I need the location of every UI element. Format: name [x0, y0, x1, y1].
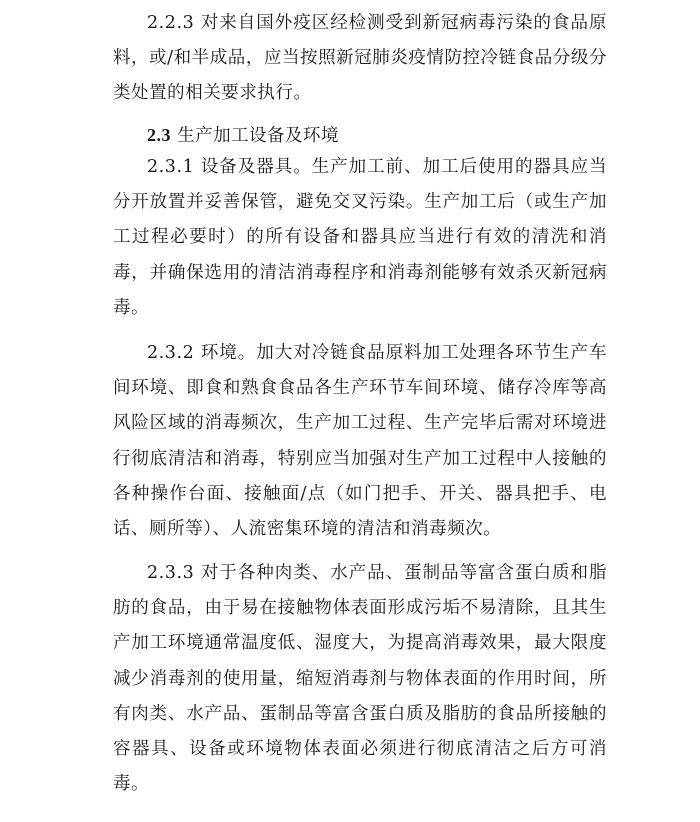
paragraph-2-3-2: 2.3.2 环境。加大对冷链食品原料加工处理各环节生产车间环境、即食和熟食食品各生产环节车间环境、储存冷库等高风险区域的消毒频次，生产加工过程、生产完毕后需对环境进行彻底清洁和消毒，特别应当加强对生产加工过程中人接触的各种操作台面、接触面/点（如门把手、开关、器具把手、电话、厕所等）、人流密集环境的清洁和消毒频次。	[113, 343, 607, 540]
section-title: 生产加工设备及环境	[171, 126, 340, 146]
section-number: 2.3	[147, 125, 171, 145]
paragraph-2-2-3: 2.2.3 对来自国外疫区经检测受到新冠病毒污染的食品原料，或/和半成品，应当按照新冠肺炎疫情防控冷链食品分级分类处置的相关要求执行。	[113, 13, 607, 104]
paragraph-2-3-1: 2.3.1 设备及器具。生产加工前、加工后使用的器具应当分开放置并妥善保管，避免交叉污染。生产加工后（或生产加工过程必要时）的所有设备和器具应当进行有效的清洗和消毒，并确保选用的清洁消毒程序和消毒剂能够有效杀灭新冠病毒。	[113, 157, 607, 318]
paragraph-2-3-3: 2.3.3 对于各种肉类、水产品、蛋制品等富含蛋白质和脂肪的食品，由于易在接触物体表面形成污垢不易清除，且其生产加工环境通常温度低、湿度大，为提高消毒效果，最大限度减少消毒剂的使用量，缩短消毒剂与物体表面的作用时间，所有肉类、水产品、蛋制品等富含蛋白质及脂肪的食品所接触的容器具、设备或环境物体表面必须进行彻底清洁之后方可消毒。	[113, 563, 607, 795]
section-heading-2-3	[147, 118, 339, 154]
